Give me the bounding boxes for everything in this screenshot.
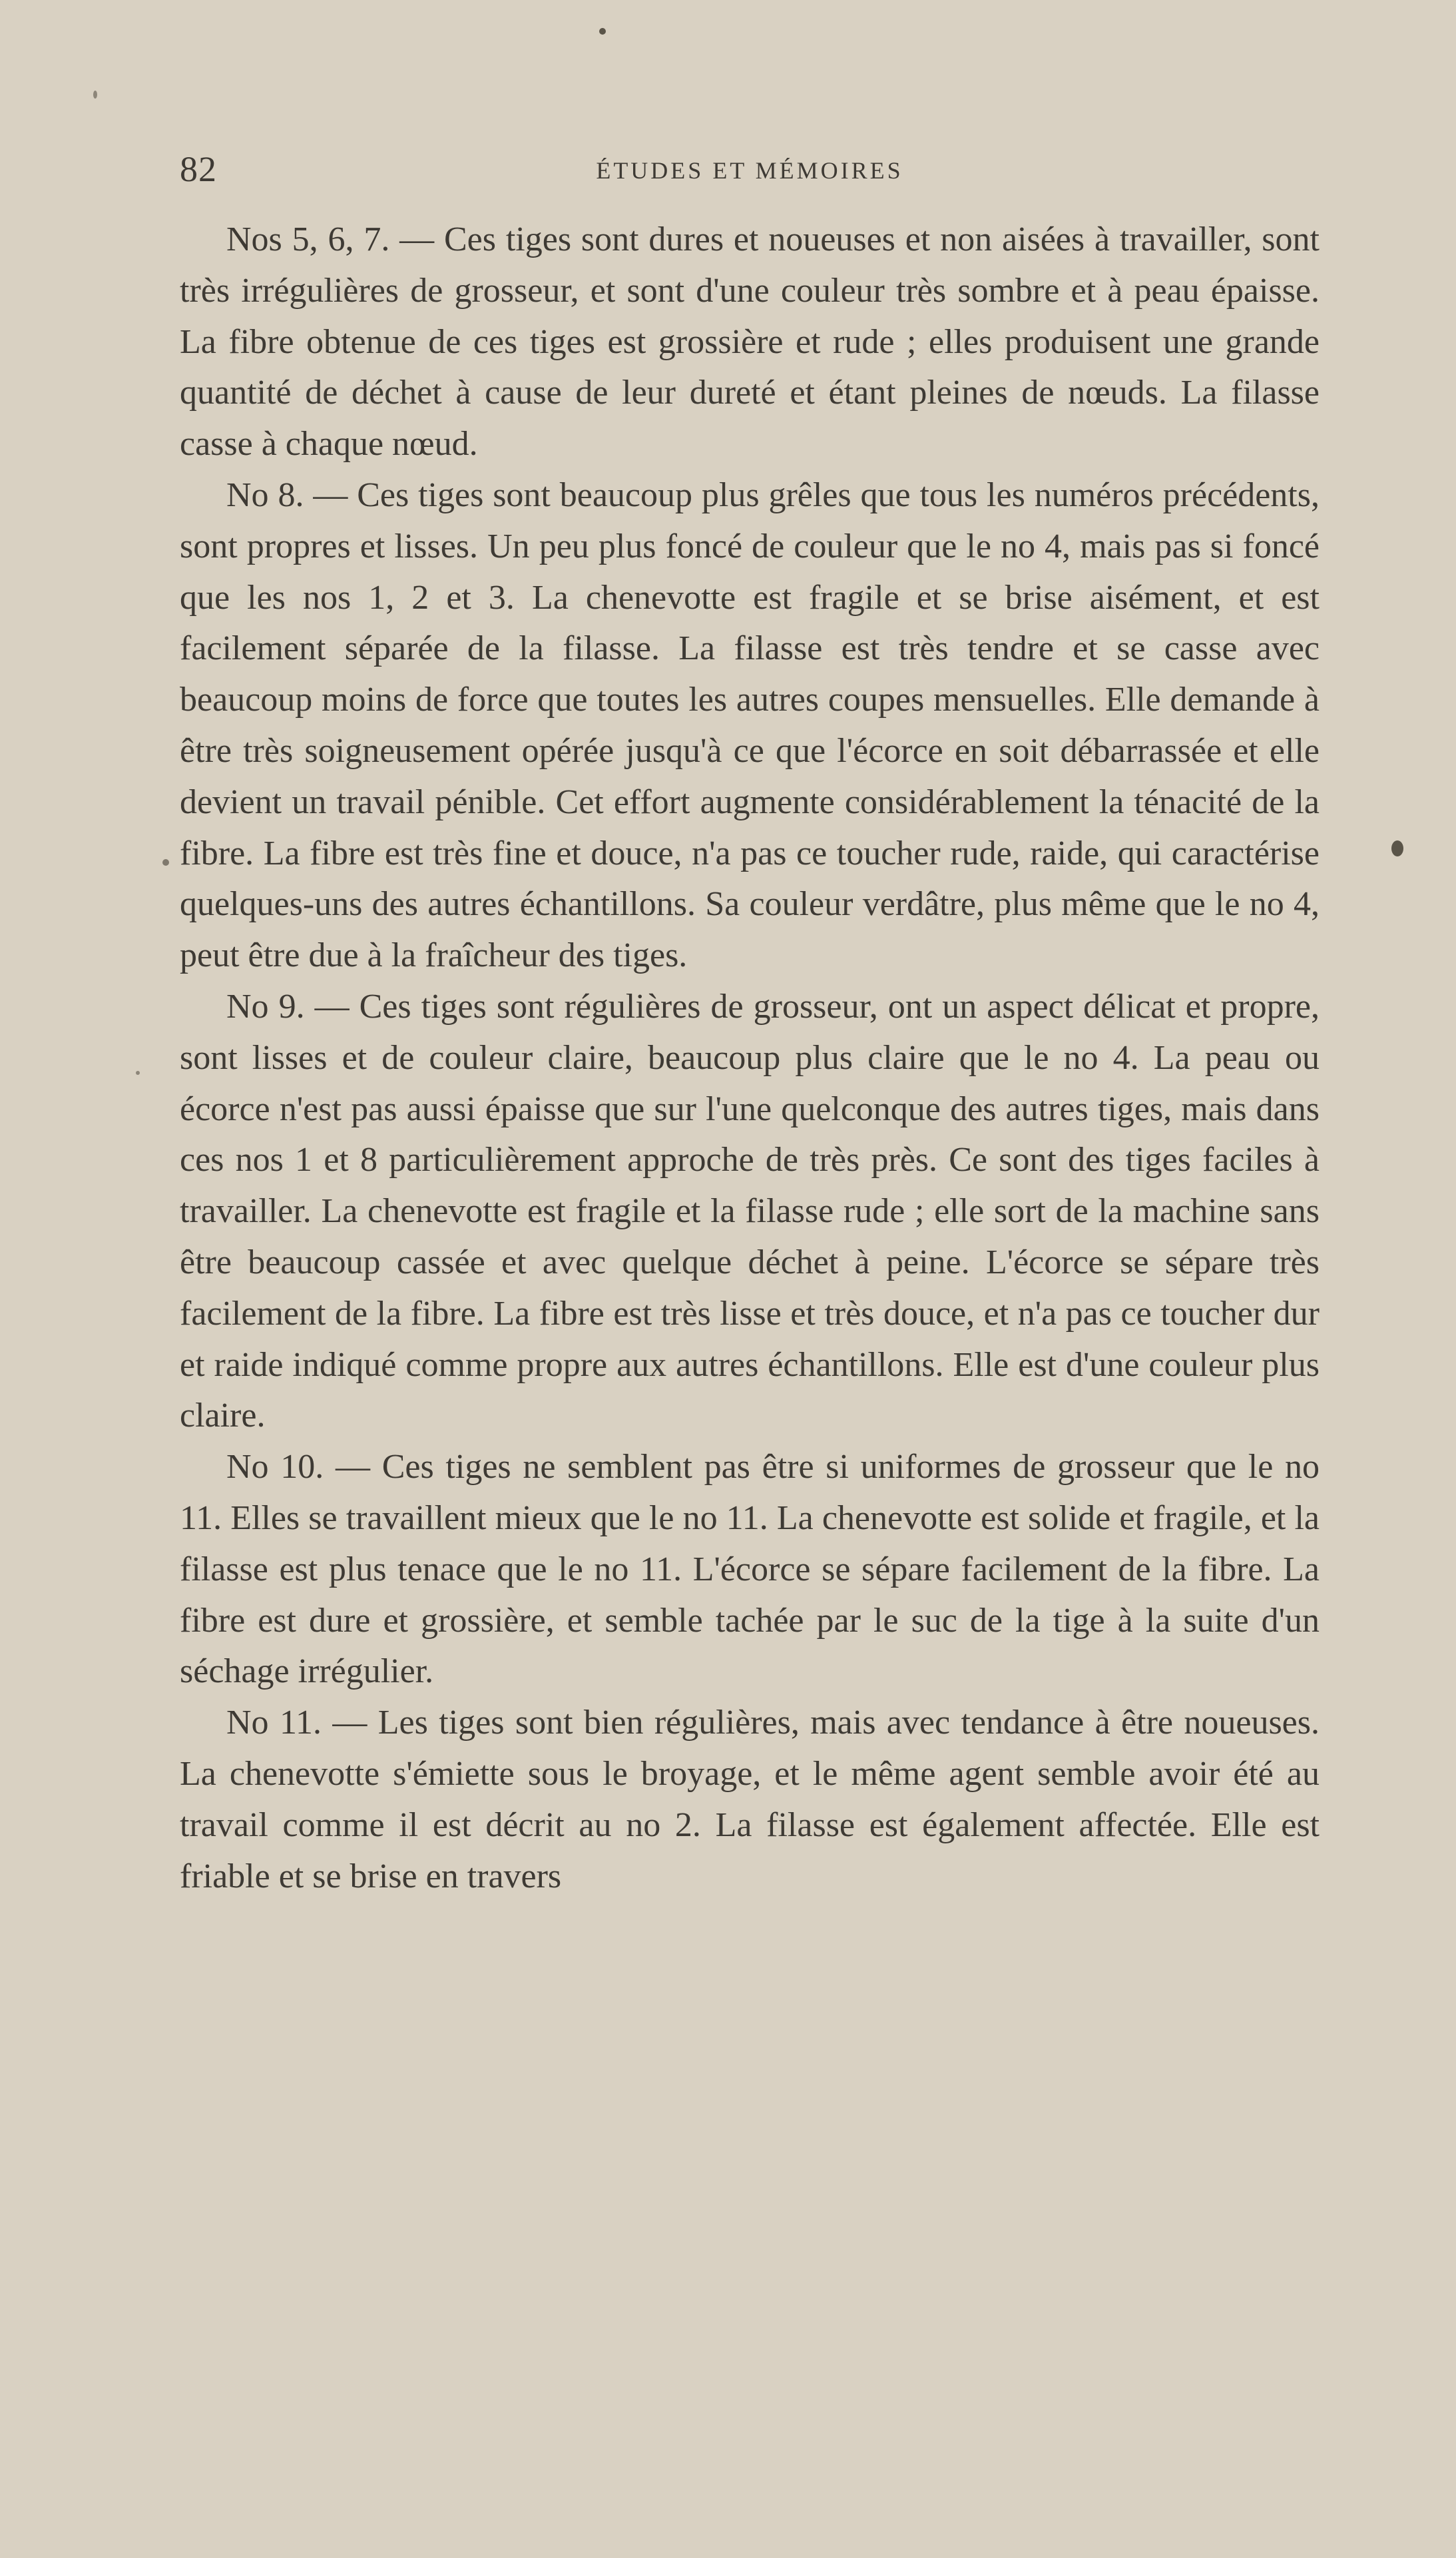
page-header xyxy=(180,147,1320,200)
paper-speck xyxy=(599,28,606,35)
paper-speck xyxy=(162,859,169,866)
body-text xyxy=(180,214,1320,2199)
paragraph-nos-5-6-7: Nos 5, 6, 7. — Ces tiges sont dures et noueuses et non aisées à travailler, sont très irrégulières de grosseur, et sont d'une couleur très sombre et à peau épaisse. La fibre obtenue de ces tiges est grossière et rude ; elles produisent une grande quantité de déchet à cause de leur dureté et étant pleines de nœuds. La filasse casse à chaque nœud. xyxy=(180,220,1320,464)
paragraph-no-8: No 8. — Ces tiges sont beaucoup plus grêles que tous les numéros précédents, sont propres et lisses. Un peu plus foncé de couleur que le no 4, mais pas si foncé que les nos 1, 2 et 3. La chenevotte est fragile et se brise aisément, et est facilement séparée de la filasse. La filasse est très tendre et se casse avec beaucoup moins de force que toutes les autres coupes mensuelles. Elle demande à être très soigneusement opérée jusqu'à ce que l'écorce en soit débarrassée et elle devient un travail pénible. Cet effort augmente considérablement la ténacité de la fibre. La fibre est très fine et douce, n'a pas ce toucher rude, raide, qui caractérise quelques-uns des autres échantillons. Sa couleur verdâtre, plus même que le no 4, peut être due à la fraîcheur des tiges. xyxy=(180,476,1320,975)
paper-speck xyxy=(136,1071,140,1075)
paragraph-no-10: No 10. — Ces tiges ne semblent pas être si uniformes de grosseur que le no 11. Elles se travaillent mieux que le no 11. La chenevotte est solide et fragile, et la filasse est plus tenace que le no 11. L'écorce se sépare facilement de la fibre. La fibre est dure et grossière, et semble tachée par le suc de la tige à la suite d'un séchage irrégulier. xyxy=(180,1448,1320,1691)
paragraph-no-9: No 9. — Ces tiges sont régulières de grosseur, ont un aspect délicat et propre, sont lisses et de couleur claire, beaucoup plus claire que le no 4. La peau ou écorce n'est pas aussi épaisse que sur l'une quelconque des autres tiges, mais dans ces nos 1 et 8 particulièrement approche de très près. Ce sont des tiges faciles à travailler. La chenevotte est fragile et la filasse rude ; elle sort de la machine sans être beaucoup cassée et avec quelque déchet à peine. L'écorce se sépare très facilement de la fibre. La fibre est très lisse et très douce, et n'a pas ce toucher dur et raide indiqué comme propre aux autres échantillons. Elle est d'une couleur plus claire. xyxy=(180,987,1320,1435)
paragraph-no-11: No 11. — Les tiges sont bien régulières, mais avec tendance à être noueuses. La chenevotte s'émiette sous le broyage, et le même agent semble avoir été au travail comme il est décrit au no 2. La filasse est également affectée. Elle est friable et se brise en travers xyxy=(180,1704,1320,1895)
running-head: ÉTUDES ET MÉMOIRES xyxy=(596,157,903,184)
page-number: 82 xyxy=(180,149,217,189)
paper-speck xyxy=(93,91,97,99)
paper-speck xyxy=(1391,840,1403,856)
